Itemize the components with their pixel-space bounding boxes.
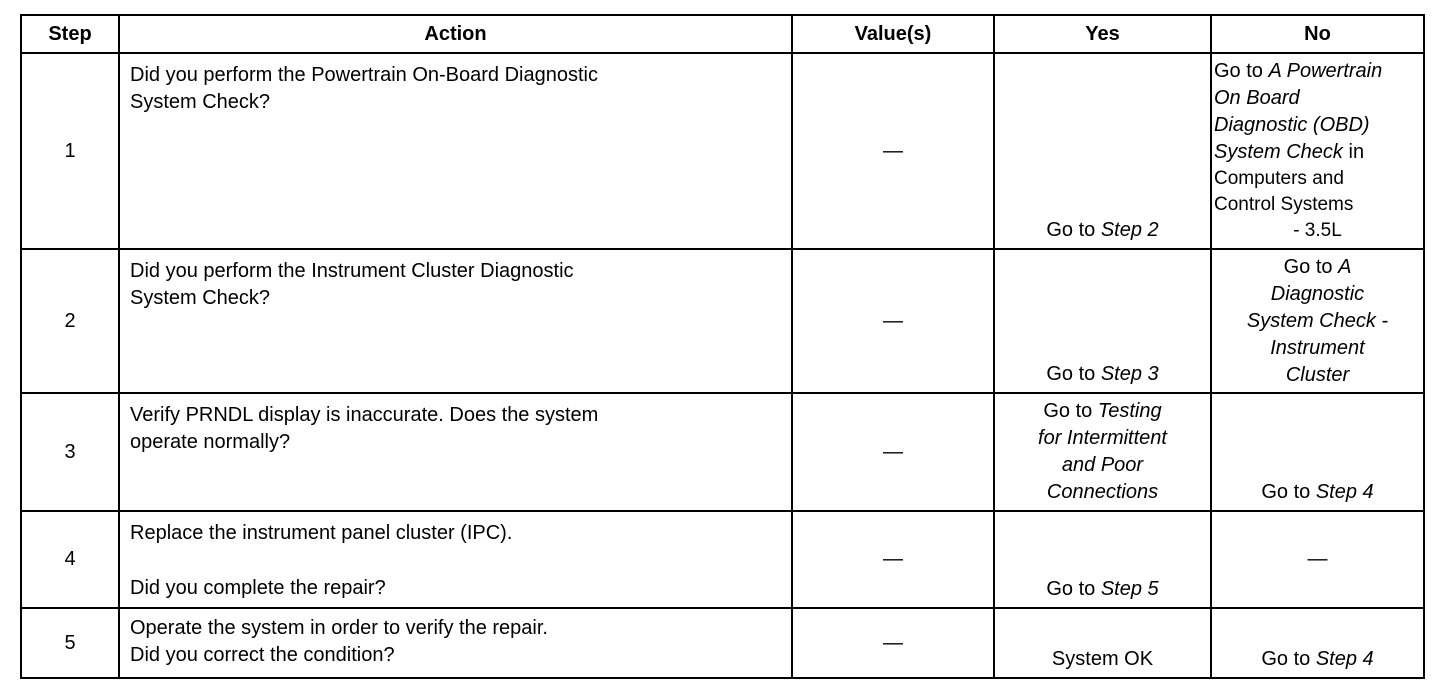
yes-text: [995, 576, 1210, 603]
yes-cell: [994, 53, 1211, 249]
no-link[interactable]: Step 4: [1315, 648, 1374, 670]
yes-text: System OK: [1051, 648, 1154, 670]
yes-link[interactable]: and Poor: [1061, 454, 1144, 476]
action-cell: [119, 608, 792, 678]
header-step: Step: [21, 15, 119, 53]
action-text: Did you correct the condition?: [130, 644, 395, 666]
yes-cell: [994, 511, 1211, 608]
no-link[interactable]: On Board: [1214, 87, 1300, 109]
diagnostic-table: [20, 14, 1425, 679]
no-text: Computers and: [1214, 168, 1344, 189]
action-cell: [119, 53, 792, 249]
no-cell: [1211, 53, 1424, 249]
yes-link[interactable]: for Intermittent: [1038, 427, 1167, 449]
no-text: [1212, 646, 1423, 673]
action-text: System Check?: [130, 91, 271, 113]
no-cell: [1211, 393, 1424, 511]
no-link[interactable]: Step 4: [1315, 481, 1374, 503]
no-cell: [1211, 249, 1424, 393]
step-number: 1: [21, 53, 119, 249]
yes-link[interactable]: Step 5: [1100, 578, 1159, 600]
action-text: operate normally?: [130, 431, 291, 453]
no-link[interactable]: Diagnostic (OBD): [1214, 114, 1370, 136]
header-values: Value(s): [792, 15, 994, 53]
yes-text: [995, 217, 1210, 244]
yes-link[interactable]: Testing: [1097, 400, 1162, 422]
action-text: Did you perform the Powertrain On-Board Diagnostic: [130, 64, 598, 86]
table-row: [21, 393, 1424, 511]
value-cell: —: [792, 53, 994, 249]
no-text: [1212, 254, 1423, 281]
no-prefix: Go to: [1283, 256, 1339, 278]
yes-prefix: Go to: [1046, 363, 1101, 385]
yes-cell: [994, 393, 1211, 511]
yes-link[interactable]: Step 2: [1100, 219, 1159, 241]
yes-text: [995, 398, 1210, 425]
no-link[interactable]: A: [1338, 256, 1352, 278]
table-row: [21, 249, 1424, 393]
no-cell: [1211, 608, 1424, 678]
no-link[interactable]: Cluster: [1285, 364, 1350, 386]
no-text: [1212, 479, 1423, 506]
step-number: 2: [21, 249, 119, 393]
value-cell: —: [792, 393, 994, 511]
action-text: Verify PRNDL display is inaccurate. Does the system: [130, 404, 599, 426]
no-link[interactable]: System Check: [1214, 141, 1343, 163]
table-row: [21, 608, 1424, 678]
action-text: Did you perform the Instrument Cluster Diagnostic: [130, 260, 574, 282]
no-text: [1214, 139, 1421, 166]
yes-text: [995, 361, 1210, 388]
no-prefix: Go to: [1214, 60, 1269, 82]
no-link[interactable]: Diagnostic: [1270, 283, 1365, 305]
action-cell: [119, 249, 792, 393]
no-suffix: in: [1342, 141, 1365, 163]
spacer: [130, 547, 781, 575]
yes-prefix: Go to: [1046, 578, 1101, 600]
table-row: [21, 511, 1424, 608]
yes-cell: [994, 249, 1211, 393]
action-cell: [119, 393, 792, 511]
action-text: System Check?: [130, 287, 271, 309]
value-cell: —: [792, 608, 994, 678]
yes-prefix: Go to: [1046, 219, 1101, 241]
table-row: [21, 53, 1424, 249]
step-number: 4: [21, 511, 119, 608]
action-text: Replace the instrument panel cluster (IPC).: [130, 522, 513, 544]
no-link[interactable]: System Check -: [1246, 310, 1389, 332]
yes-prefix: Go to: [1043, 400, 1098, 422]
header-action: Action: [119, 15, 792, 53]
action-text: Operate the system in order to verify the repair.: [130, 617, 548, 639]
no-link[interactable]: Instrument: [1270, 337, 1365, 359]
step-number: 3: [21, 393, 119, 511]
no-cell: —: [1211, 511, 1424, 608]
no-text: Control Systems: [1214, 194, 1354, 215]
action-cell: [119, 511, 792, 608]
header-no: No: [1211, 15, 1424, 53]
value-cell: —: [792, 511, 994, 608]
step-number: 5: [21, 608, 119, 678]
no-text: - 3.5L: [1293, 220, 1342, 241]
no-text: [1214, 58, 1421, 85]
no-prefix: Go to: [1261, 648, 1316, 670]
no-prefix: Go to: [1261, 481, 1316, 503]
yes-cell: [994, 608, 1211, 678]
header-row: [21, 15, 1424, 53]
header-yes: Yes: [994, 15, 1211, 53]
yes-link[interactable]: Connections: [1046, 481, 1159, 503]
action-text: Did you complete the repair?: [130, 577, 386, 599]
no-link[interactable]: A Powertrain: [1268, 60, 1383, 82]
value-cell: —: [792, 249, 994, 393]
yes-link[interactable]: Step 3: [1100, 363, 1159, 385]
